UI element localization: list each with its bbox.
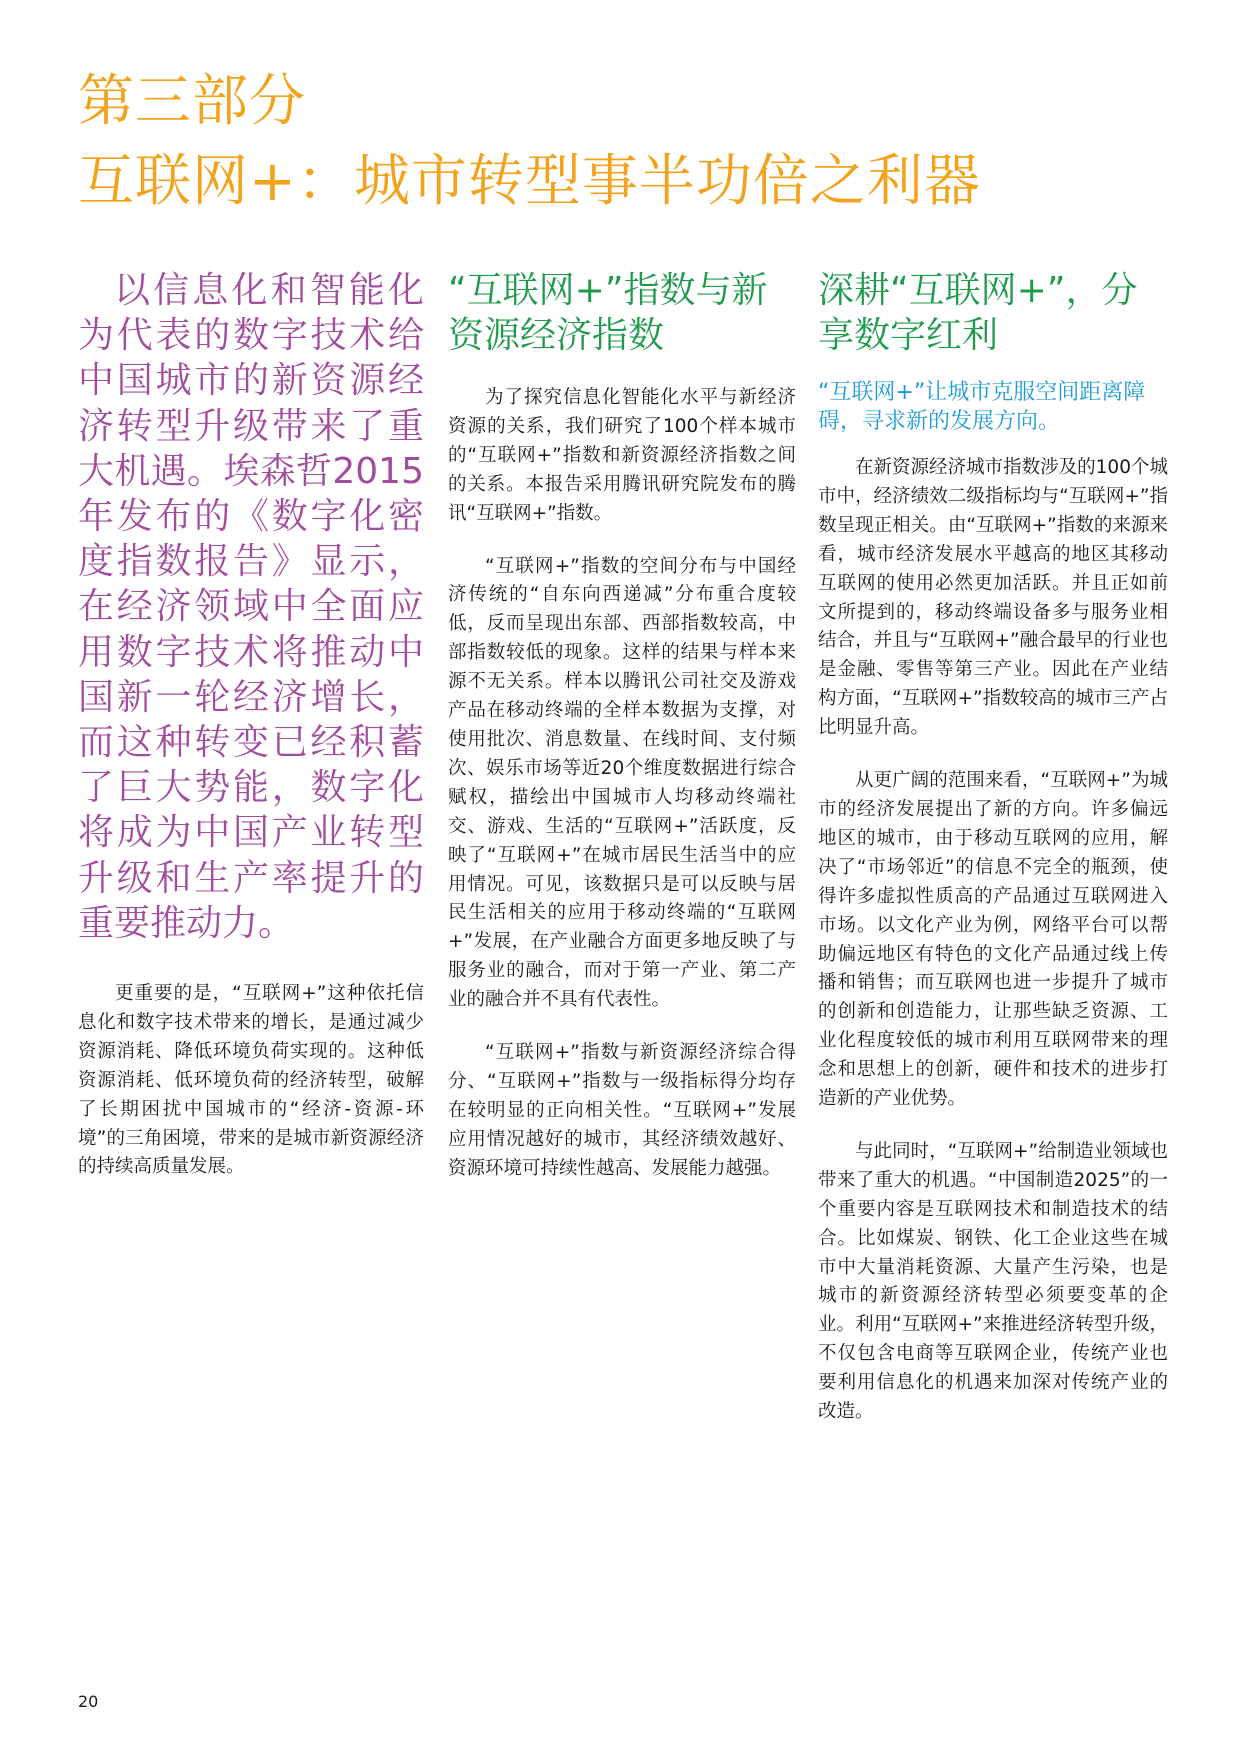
column-title: “互联网+”指数与新资源经济指数 [448,270,768,356]
section-part-label: 第三部分 [78,69,306,134]
body-paragraph: 从更广阔的范围来看，“互联网+”为城市的经济发展提出了新的方向。许多偏远地区的城市，由于移动互联网的应用，解决了“市场邻近”的信息不完全的瓶颈，使得许多虚拟性质高的产品通过互联网进入市场。以文化产业为例，网络平台可以帮助偏远地区有特色的文化产品通过线上传播和销售；而互联网也进一步提升了城市的创新和创造能力，让那些缺乏资源、工业化程度较低的城市利用互联网带来的理念和思想上的创新，硬件和技术的进步打造新的产业优势。 [818,770,1168,1110]
intro-paragraph: 以信息化和智能化为代表的数字技术给中国城市的新资源经济转型升级带来了重大机遇。埃森哲2015年发布的《数字化密度指数报告》显示，在经济领域中全面应用数字技术将推动中国新一轮经济增长，而这种转变已经积蓄了巨大势能，数字化将成为中国产业转型升级和生产率提升的重要推动力。 [78,270,424,944]
column-left [78,268,424,1206]
body-paragraph: “互联网+”指数与新资源经济综合得分、“互联网+”指数与一级指标得分均存在较明显的正向相关性。“互联网+”发展应用情况越好的城市，其经济绩效越好、资源环境可持续性越高、发展能力越强。 [448,1042,796,1179]
body-paragraph: 与此同时，“互联网+”给制造业领域也带来了重大的机遇。“中国制造2025”的一个重要内容是互联网技术和制造技术的结合。比如煤炭、钢铁、化工企业这些在城市中大量消耗资源、大量产生污染，也是城市的新资源经济转型必须要变革的企业。利用“互联网+”来推进经济转型升级，不仅包含电商等互联网企业，传统产业也要利用信息化的机遇来加深对传统产业的改造。 [818,1140,1168,1423]
column-middle [448,268,796,1208]
page-number: 20 [78,1692,99,1711]
page-heading [78,62,1178,222]
column-title: 深耕“互联网+”，分享数字红利 [818,270,1138,356]
body-paragraph: 在新资源经济城市指数涉及的100个城市中，经济绩效二级指标均与“互联网+”指数呈现正相关。由“互联网+”指数的来源来看，城市经济发展水平越高的地区其移动互联网的使用必然更加活跃。并且正如前文所提到的，移动终端设备多与服务业相结合，并且与“互联网+”融合最早的行业也是金融、零售等第三产业。因此在产业结构方面，“互联网+”指数较高的城市三产占比明显升高。 [818,457,1168,739]
body-paragraph: 更重要的是，“互联网+”这种依托信息化和数字技术带来的增长，是通过减少资源消耗、降低环境负荷实现的。这种低资源消耗、低环境负荷的经济转型，破解了长期困扰中国城市的“经济-资源-环境”的三角困境，带来的是城市新资源经济的持续高质量发展。 [78,983,424,1178]
column-subtitle: “互联网+”让城市克服空间距离障碍，寻求新的发展方向。 [818,380,1146,434]
body-paragraph: “互联网+”指数的空间分布与中国经济传统的“自东向西递减”分布重合度较低，反而呈现出东部、西部指数较高，中部指数较低的现象。这样的结果与样本来源不无关系。样本以腾讯公司社交及游戏产品在移动终端的全样本数据为支撑，对使用批次、消息数量、在线时间、支付频次、娱乐市场等近20个维度数据进行综合赋权，描绘出中国城市人均移动终端社交、游戏、生活的“互联网+”活跃度，反映了“互联网+”在城市居民生活当中的应用情况。可见，该数据只是可以反映与居民生活相关的应用于移动终端的“互联网+”发展，在产业融合方面更多地反映了与服务业的融合，而对于第一产业、第二产业的融合并不具有代表性。 [448,555,796,1011]
section-title: 互联网+：城市转型事半功倍之利器 [78,149,981,214]
column-right [818,268,1168,1451]
body-paragraph: 为了探究信息化智能化水平与新经济资源的关系，我们研究了100个样本城市的“互联网+”指数和新资源经济指数之间的关系。本报告采用腾讯研究院发布的腾讯“互联网+”指数。 [448,387,796,524]
